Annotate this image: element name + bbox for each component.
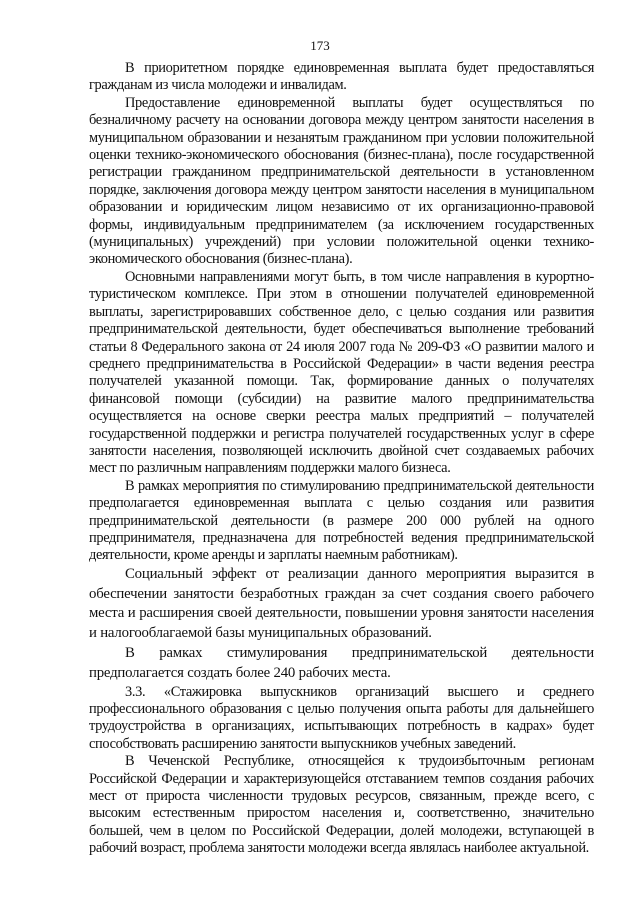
paragraph-social-effect: Социальный эффект от реализации данного мероприятия выразится в обеспечении занятости безработных граждан за счет создания своего рабочего места и расширения своей деятельности, повышении уровня занятости населения и налогооблагаемой базы муниципальных образований.	[89, 565, 594, 642]
paragraph-chechen-republic: В Чеченской Республике, относящейся к трудоизбыточным регионам Российской Федерации и характеризующейся отставанием темпов создания рабочих мест от прироста численности трудовых ресурсов, связанным, прежде всего, с высоким естественным приростом населения и, соответственно, значительно большей, чем в целом по Российской Федерации, долей молодежи, вступающей в рабочий возраст, проблема занятости молодежи всегда являлась наиболее актуальной.	[89, 753, 594, 857]
paragraph-graduate-internship: 3.3. «Стажировка выпускников организаций высшего и среднего профессионального образования с целью получения опыта работы для дальнейшего трудоустройства в организациях, испытывающих потребность в кадрах» будет способствовать расширению занятости выпускников учебных заведений.	[89, 683, 594, 752]
paragraph-payment-procedure: Предоставление единовременной выплаты будет осуществляться по безналичному расчету на основании договора между центром занятости населения в муниципальном образовании и незанятым гражданином при условии положительной оценки технико-экономического обоснования (бизнес-плана), после государственной регистрации гражданином предпринимательской деятельности в установленном порядке, заключения договора между центром занятости населения в муниципальном образовании и юридическим лицом независимо от их организационно-правовой формы, индивидуальным предпринимателем (за исключением государственных (муниципальных) учреждений) при условии положительной оценки технико-экономического обоснования (бизнес-плана).	[89, 94, 594, 268]
paragraph-entrepreneurship-support: В рамках мероприятия по стимулированию предпринимательской деятельности предполагается единовременная выплата с целью создания или развития предпринимательской деятельности (в размере 200 000 рублей на одного предпринимателя, предназначена для потребностей ведения предпринимательской деятельности, кроме аренды и зарплаты наемным работникам).	[89, 477, 594, 564]
body-text	[89, 60, 594, 858]
paragraph-main-directions: Основными направлениями могут быть, в том числе направления в курортно-туристическом комплексе. При этом в отношении получателей единовременной выплаты, зарегистрировавших собственное дело, с целью создания или развития предпринимательской деятельности, будет обеспечиваться выполнение требований статьи 8 Федерального закона от 24 июля 2007 года № 209-ФЗ «О развитии малого и среднего предпринимательства в Российской Федерации» в части ведения реестра получателей указанной помощи. Так, формирование данных о получателях финансовой помощи (субсидии) на развитие малого предпринимательства осуществляется на основе сверки реестра малых предприятий – получателей государственной поддержки и регистра получателей государственных услуг в сфере занятости населения, позволяющей исключить двойной счет создаваемых рабочих мест по различным направлениям поддержки малого бизнеса.	[89, 268, 594, 477]
page-number: 173	[310, 38, 330, 53]
paragraph-priority-payment: В приоритетном порядке единовременная выплата будет предоставляться гражданам из числа молодежи и инвалидам.	[89, 60, 594, 94]
paragraph-job-creation: В рамках стимулирования предпринимательской деятельности предполагается создать более 240 рабочих места.	[89, 644, 594, 681]
